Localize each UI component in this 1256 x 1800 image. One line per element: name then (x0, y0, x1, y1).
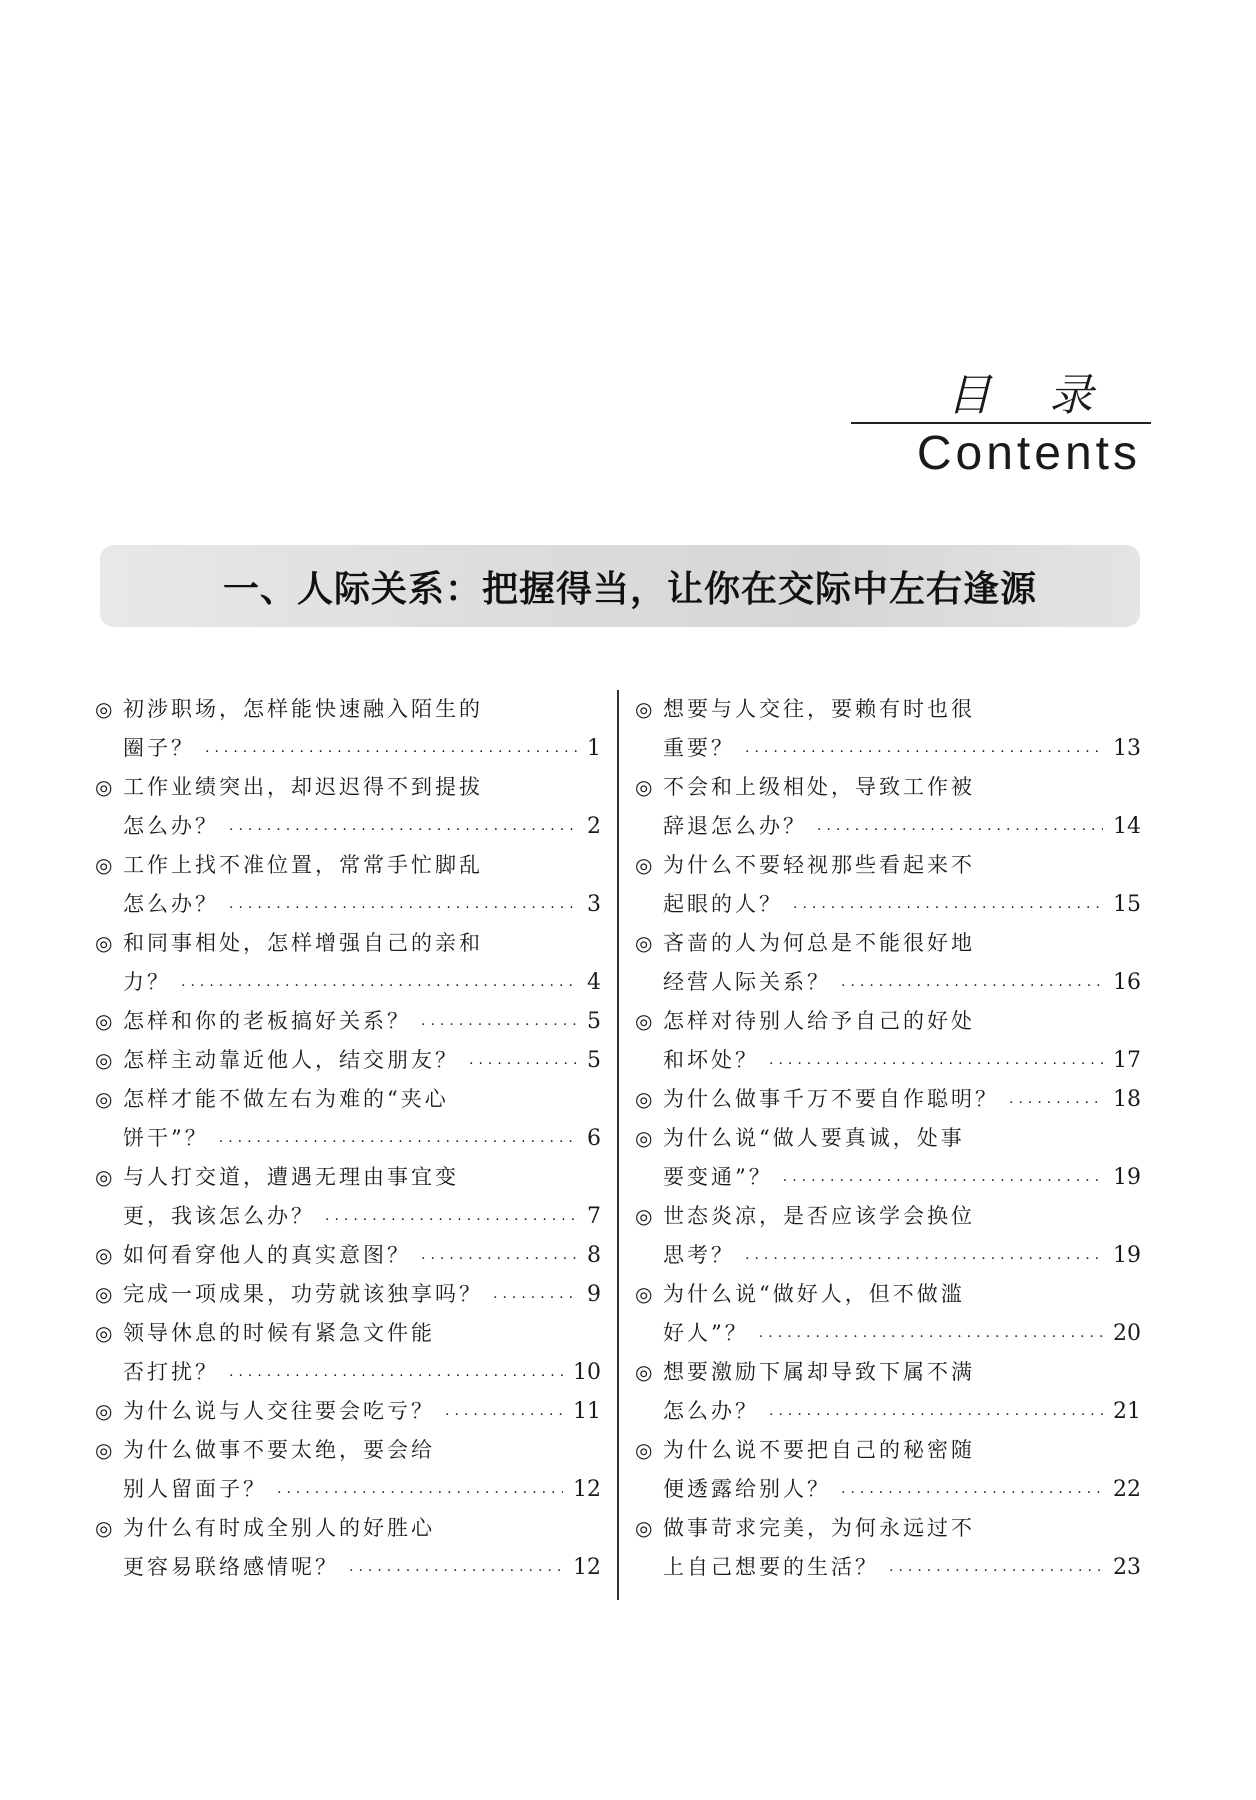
toc-entry-line (635, 1431, 1141, 1470)
dot-leader (219, 1119, 577, 1158)
dot-leader (783, 1158, 1103, 1197)
bullet-icon: ◎ (95, 1165, 116, 1189)
toc-entry-line (635, 846, 1141, 885)
toc-entry-line (95, 1509, 601, 1548)
toc-entry-line (95, 1158, 601, 1197)
toc-entry-line (635, 807, 1141, 846)
dot-leader (841, 1470, 1103, 1509)
toc-entry[interactable] (95, 1431, 601, 1509)
toc-entry-text: 圈子？ (123, 736, 195, 760)
toc-entry-text: 辞退怎么办？ (663, 814, 807, 838)
toc-entry-text: 否打扰？ (123, 1360, 219, 1384)
bullet-icon: ◎ (635, 853, 656, 877)
dot-leader (769, 1392, 1103, 1431)
page-number: 5 (587, 1048, 601, 1073)
bullet-icon: ◎ (635, 697, 656, 721)
page-number: 16 (1113, 970, 1141, 995)
toc-entry-line (95, 1119, 601, 1158)
toc-entry[interactable] (95, 768, 601, 846)
dot-leader (229, 885, 577, 924)
toc-entry[interactable] (95, 1041, 601, 1080)
toc-entry-line (95, 1314, 601, 1353)
toc-column-left (95, 690, 601, 1587)
page-number: 7 (587, 1204, 601, 1229)
toc-entry[interactable] (635, 1002, 1141, 1080)
toc-entry-line (95, 1548, 601, 1587)
page-number: 19 (1113, 1243, 1141, 1268)
toc-entry-line (635, 1158, 1141, 1197)
toc-entry-text: 工作上找不准位置，常常手忙脚乱 (123, 853, 483, 877)
bullet-icon: ◎ (95, 1087, 116, 1111)
toc-entry-text: 和同事相处，怎样增强自己的亲和 (123, 931, 483, 955)
toc-entry-text: 起眼的人？ (663, 892, 783, 916)
page-number: 15 (1113, 892, 1141, 917)
bullet-icon: ◎ (95, 1048, 116, 1072)
toc-entry-text: 更，我该怎么办？ (123, 1204, 315, 1228)
toc-entry-text: 好人”？ (663, 1321, 749, 1345)
toc-entry-line (635, 729, 1141, 768)
toc-entry[interactable] (635, 690, 1141, 768)
section-title: 一、人际关系：把握得当，让你在交际中左右逢源 (222, 568, 1037, 610)
dot-leader (889, 1548, 1103, 1587)
page-number: 18 (1113, 1087, 1141, 1112)
bullet-icon: ◎ (95, 1009, 116, 1033)
bullet-icon: ◎ (95, 853, 116, 877)
toc-entry-text: 怎样对待别人给予自己的好处 (663, 1009, 975, 1033)
page-number: 20 (1113, 1321, 1141, 1346)
bullet-icon: ◎ (95, 1282, 116, 1306)
bullet-icon: ◎ (635, 1360, 656, 1384)
toc-entry-text: 重要？ (663, 736, 735, 760)
bullet-icon: ◎ (95, 931, 116, 955)
dot-leader (181, 963, 577, 1002)
bullet-icon: ◎ (635, 1438, 656, 1462)
toc-entry[interactable] (95, 1509, 601, 1587)
toc-title-chinese: 目录 (851, 370, 1151, 424)
toc-entry-line (95, 963, 601, 1002)
page-number: 14 (1113, 814, 1141, 839)
bullet-icon: ◎ (95, 1438, 116, 1462)
bullet-icon: ◎ (635, 1204, 656, 1228)
bullet-icon: ◎ (635, 1009, 656, 1033)
toc-entry-text: 要变通”？ (663, 1165, 773, 1189)
toc-entry-line (635, 1080, 1141, 1119)
toc-entry-line (95, 729, 601, 768)
toc-entry-text: 经营人际关系？ (663, 970, 831, 994)
toc-entry-line (95, 1080, 601, 1119)
toc-entry-line (95, 846, 601, 885)
toc-entry-text: 怎样才能不做左右为难的“夹心 (123, 1087, 449, 1111)
column-divider (617, 690, 619, 1600)
toc-entry-text: 便透露给别人？ (663, 1477, 831, 1501)
toc-entry[interactable] (95, 1002, 601, 1041)
toc-entry[interactable] (635, 768, 1141, 846)
dot-leader (421, 1236, 577, 1275)
toc-entry-text: 别人留面子？ (123, 1477, 267, 1501)
toc-entry-line (95, 1197, 601, 1236)
section-banner (100, 545, 1140, 627)
bullet-icon: ◎ (95, 1516, 116, 1540)
bullet-icon: ◎ (635, 1516, 656, 1540)
toc-entry[interactable] (95, 1080, 601, 1158)
dot-leader (1009, 1080, 1103, 1119)
toc-entry-line (635, 768, 1141, 807)
toc-entry-line (95, 1275, 601, 1314)
toc-entry-line (635, 1197, 1141, 1236)
dot-leader (325, 1197, 577, 1236)
toc-entry[interactable] (635, 1353, 1141, 1431)
toc-entry[interactable] (95, 690, 601, 768)
toc-entry-text: 如何看穿他人的真实意图？ (123, 1243, 411, 1267)
page-number: 17 (1113, 1048, 1141, 1073)
toc-entry[interactable] (635, 846, 1141, 924)
dot-leader (793, 885, 1103, 924)
toc-entry[interactable] (635, 1119, 1141, 1197)
toc-entry-line (635, 1314, 1141, 1353)
toc-entry-text: 怎样主动靠近他人，结交朋友？ (123, 1048, 459, 1072)
toc-entry-text: 为什么做事不要太绝，要会给 (123, 1438, 435, 1462)
toc-title-english: Contents (916, 427, 1141, 480)
dot-leader (769, 1041, 1103, 1080)
toc-entry-text: 怎样和你的老板搞好关系？ (123, 1009, 411, 1033)
dot-leader (205, 729, 577, 768)
toc-entry[interactable] (635, 1509, 1141, 1587)
toc-entry-text: 完成一项成果，功劳就该独享吗？ (123, 1282, 483, 1306)
page-number: 21 (1113, 1399, 1141, 1424)
dot-leader (229, 807, 577, 846)
dot-leader (745, 729, 1103, 768)
dot-leader (841, 963, 1103, 1002)
toc-entry[interactable] (635, 1275, 1141, 1353)
toc-entry-line (95, 690, 601, 729)
toc-entry-text: 思考？ (663, 1243, 735, 1267)
toc-entry-line (635, 1002, 1141, 1041)
toc-entry-text: 为什么做事千万不要自作聪明？ (663, 1087, 999, 1111)
toc-entry-line (95, 1392, 601, 1431)
toc-entry[interactable] (635, 1197, 1141, 1275)
toc-entry-line (635, 885, 1141, 924)
toc-entry-text: 想要与人交往，要赖有时也很 (663, 697, 975, 721)
toc-entry-line (635, 1275, 1141, 1314)
toc-entry-text: 工作业绩突出，却迟迟得不到提拔 (123, 775, 483, 799)
page-number: 6 (587, 1126, 601, 1151)
page-number: 13 (1113, 736, 1141, 761)
page-number: 11 (573, 1399, 601, 1424)
toc-entry-line (95, 1236, 601, 1275)
dot-leader (349, 1548, 563, 1587)
toc-entry-text: 饼干”？ (123, 1126, 209, 1150)
toc-entry-text: 怎么办？ (123, 892, 219, 916)
bullet-icon: ◎ (635, 1087, 656, 1111)
dot-leader (229, 1353, 563, 1392)
dot-leader (277, 1470, 563, 1509)
toc-entry-text: 想要激励下属却导致下属不满 (663, 1360, 975, 1384)
toc-entry-line (635, 1470, 1141, 1509)
dot-leader (421, 1002, 577, 1041)
bullet-icon: ◎ (635, 931, 656, 955)
toc-entry-text: 为什么说与人交往要会吃亏？ (123, 1399, 435, 1423)
toc-entry-line (635, 1236, 1141, 1275)
bullet-icon: ◎ (95, 1321, 116, 1345)
dot-leader (817, 807, 1103, 846)
page-number: 5 (587, 1009, 601, 1034)
page-number: 1 (587, 736, 601, 761)
dot-leader (445, 1392, 563, 1431)
toc-entry-text: 不会和上级相处，导致工作被 (663, 775, 975, 799)
page-number: 12 (573, 1477, 601, 1502)
toc-entry-text: 初涉职场，怎样能快速融入陌生的 (123, 697, 483, 721)
toc-entry-line (95, 885, 601, 924)
toc-entry[interactable] (95, 846, 601, 924)
toc-entry-text: 和坏处？ (663, 1048, 759, 1072)
page-number: 4 (587, 970, 601, 995)
bullet-icon: ◎ (95, 1399, 116, 1423)
toc-entry-text: 怎么办？ (663, 1399, 759, 1423)
bullet-icon: ◎ (95, 697, 116, 721)
toc-entry-text: 为什么有时成全别人的好胜心 (123, 1516, 435, 1540)
page-number: 10 (573, 1360, 601, 1385)
toc-entry-line (95, 1470, 601, 1509)
toc-entry-text: 做事苛求完美，为何永远过不 (663, 1516, 975, 1540)
toc-entry-line (95, 807, 601, 846)
toc-entry-line (635, 1353, 1141, 1392)
toc-entry[interactable] (95, 1392, 601, 1431)
toc-entry-text: 世态炎凉，是否应该学会换位 (663, 1204, 975, 1228)
dot-leader (493, 1275, 577, 1314)
toc-entry-text: 为什么说“做好人，但不做滥 (663, 1282, 965, 1306)
toc-entry-line (635, 1509, 1141, 1548)
toc-entry[interactable] (635, 1431, 1141, 1509)
toc-entry-text: 为什么不要轻视那些看起来不 (663, 853, 975, 877)
dot-leader (759, 1314, 1103, 1353)
toc-entry-line (95, 924, 601, 963)
page-number: 2 (587, 814, 601, 839)
dot-leader (745, 1236, 1103, 1275)
toc-entry[interactable] (95, 1236, 601, 1275)
toc-entry-line (95, 1431, 601, 1470)
toc-entry-line (95, 1353, 601, 1392)
toc-entry-text: 力？ (123, 970, 171, 994)
toc-entry-line (95, 1002, 601, 1041)
toc-entry[interactable] (95, 1158, 601, 1236)
page-number: 8 (587, 1243, 601, 1268)
toc-column-right (635, 690, 1141, 1587)
page-number: 22 (1113, 1477, 1141, 1502)
toc-entry-line (635, 1392, 1141, 1431)
toc-header (851, 370, 1151, 481)
toc-entry-line (635, 924, 1141, 963)
toc-entry-text: 与人打交道，遭遇无理由事宜变 (123, 1165, 459, 1189)
page-number: 23 (1113, 1555, 1141, 1580)
bullet-icon: ◎ (635, 775, 656, 799)
bullet-icon: ◎ (95, 1243, 116, 1267)
toc-entry[interactable] (95, 1275, 601, 1314)
toc-entry[interactable] (635, 924, 1141, 1002)
toc-entry[interactable] (95, 924, 601, 1002)
toc-entry-line (635, 1548, 1141, 1587)
bullet-icon: ◎ (95, 775, 116, 799)
bullet-icon: ◎ (635, 1282, 656, 1306)
toc-entry-line (95, 1041, 601, 1080)
toc-entry-text: 领导休息的时候有紧急文件能 (123, 1321, 435, 1345)
bullet-icon: ◎ (635, 1126, 656, 1150)
toc-entry-text: 为什么说不要把自己的秘密随 (663, 1438, 975, 1462)
toc-entry[interactable] (95, 1314, 601, 1392)
toc-entry-text: 更容易联络感情呢？ (123, 1555, 339, 1579)
toc-entry-text: 吝啬的人为何总是不能很好地 (663, 931, 975, 955)
page-number: 19 (1113, 1165, 1141, 1190)
toc-entry-text: 上自己想要的生活？ (663, 1555, 879, 1579)
toc-entry-line (635, 1041, 1141, 1080)
page-number: 12 (573, 1555, 601, 1580)
toc-entry-line (635, 963, 1141, 1002)
toc-entry[interactable] (635, 1080, 1141, 1119)
toc-entry-text: 怎么办？ (123, 814, 219, 838)
dot-leader (469, 1041, 577, 1080)
toc-entry-text: 为什么说“做人要真诚，处事 (663, 1126, 965, 1150)
toc-entry-line (635, 690, 1141, 729)
page-number: 3 (587, 892, 601, 917)
toc-entry-line (635, 1119, 1141, 1158)
toc-entry-line (95, 768, 601, 807)
page-number: 9 (587, 1282, 601, 1307)
